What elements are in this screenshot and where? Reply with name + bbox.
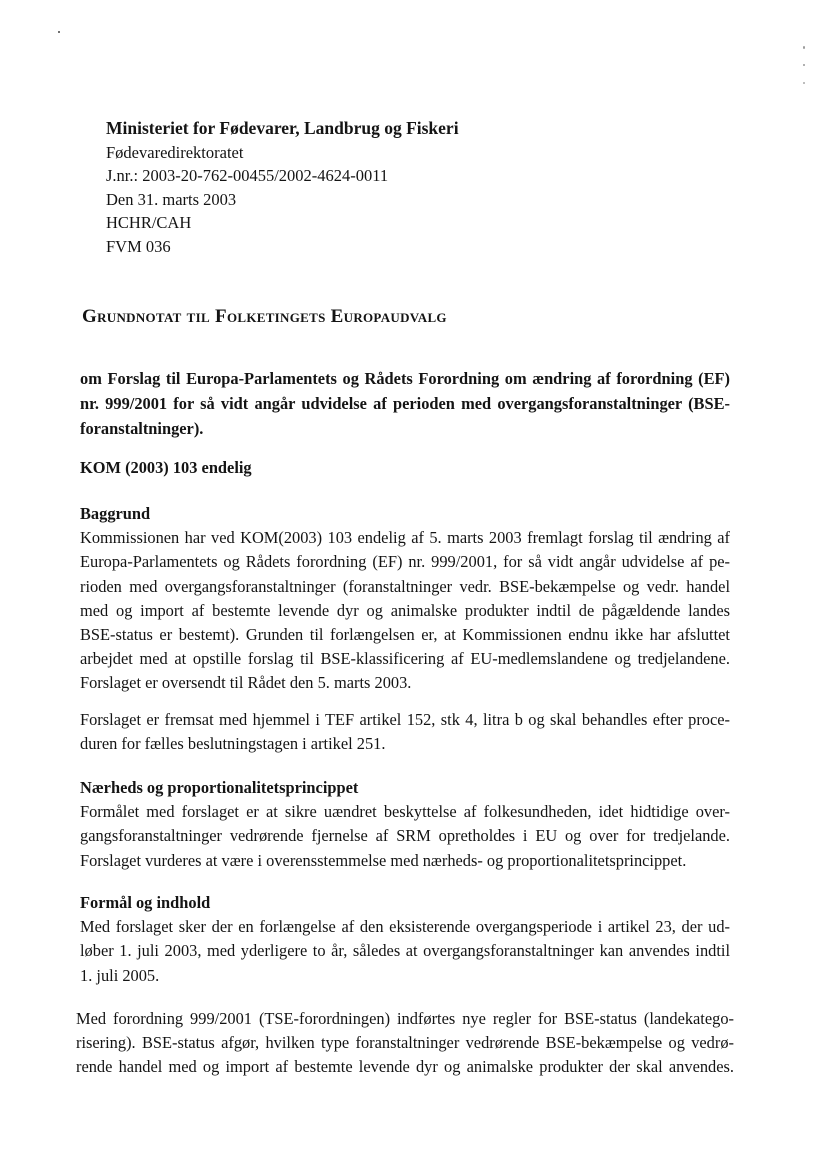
- paragraph-line: Kommissionen har ved KOM(2003) 103 endelig af 5. marts 2003 fremlagt forslag til ændring af: [80, 528, 730, 548]
- section-heading: Nærheds og proportionalitetsprincippet: [80, 778, 359, 797]
- subject-line: nr. 999/2001 for så vidt angår udvidelse af perioden med overgangsforanstaltninger (BSE-: [80, 394, 730, 413]
- paragraph-line: arbejdet med at opstille forslag til BSE-klassificering af EU-medlemslandene og tredjelandene.: [80, 649, 730, 669]
- document-subject: [80, 366, 730, 441]
- subject-line: foranstaltninger).: [80, 419, 204, 438]
- paragraph-line: BSE-status er bestemt). Grunden til forlængelsen er, at Kommissionen endnu ikke har afsluttet: [80, 625, 730, 645]
- document-title: Grundnotat til Folketingets Europaudvalg: [82, 306, 447, 327]
- scan-speck: [803, 64, 805, 66]
- document-date: Den 31. marts 2003: [106, 189, 237, 209]
- paragraph-line: Med forslaget sker der en forlængelse af den eksisterende overgangsperiode i artikel 23, der ud-: [80, 917, 730, 937]
- paragraph-line: 1. juli 2005.: [80, 965, 160, 985]
- paragraph-line: Forslaget vurderes at være i overensstemmelse med nærheds- og proportionalitetsprincippet.: [80, 850, 687, 870]
- author-initials: HCHR/CAH: [106, 213, 192, 232]
- commission-reference: KOM (2003) 103 endelig: [80, 458, 252, 477]
- paragraph-line: duren for fælles beslutningstagen i artikel 251.: [80, 734, 386, 754]
- scan-speck: [803, 46, 805, 49]
- paragraph-line: Med forordning 999/2001 (TSE-forordningen) indførtes nye regler for BSE-status (landekatego-: [76, 1009, 734, 1028]
- section-purpose: [80, 891, 730, 988]
- ministry-name: Ministeriet for Fødevarer, Landbrug og Fiskeri: [106, 118, 459, 138]
- section-tse-regulation: [76, 1007, 734, 1080]
- scan-speck: [803, 82, 805, 84]
- paragraph-line: rende handel med og import af bestemte levende dyr og animalske produkter der skal anvendes.: [76, 1057, 734, 1077]
- document-header: [106, 117, 459, 258]
- subject-line: om Forslag til Europa-Parlamentets og Rådets Forordning om ændring af forordning (EF): [80, 369, 730, 388]
- paragraph-line: med og import af bestemte levende dyr og animalske produkter indtil de pågældende landes: [80, 600, 730, 620]
- paragraph-line: rioden med overgangsforanstaltninger (foranstaltninger vedr. BSE-bekæmpelse og vedr. handel: [80, 576, 730, 596]
- paragraph-line: Forslaget er oversendt til Rådet den 5. marts 2003.: [80, 673, 412, 693]
- paragraph-line: løber 1. juli 2003, med yderligere to år, således at overgangsforanstaltninger kan anvendes indtil: [80, 941, 730, 961]
- section-heading: Baggrund: [80, 504, 151, 523]
- section-background: [80, 502, 730, 696]
- directorate-name: Fødevaredirektoratet: [106, 142, 244, 162]
- section-legal-basis: [80, 708, 730, 756]
- paragraph-line: gangsforanstaltninger vedrørende fjernelse af SRM opretholdes i EU og over for tredjelande.: [80, 826, 730, 846]
- paragraph-line: Forslaget er fremsat med hjemmel i TEF artikel 152, stk 4, litra b og skal behandles efter proce-: [80, 710, 730, 729]
- section-heading: Formål og indhold: [80, 893, 211, 912]
- scan-speck: [58, 31, 60, 33]
- paragraph-line: risering). BSE-status afgør, hvilken type foranstaltninger vedrørende BSE-bekæmpelse og vedrø-: [76, 1033, 734, 1053]
- journal-number: J.nr.: 2003-20-762-00455/2002-4624-0011: [106, 166, 389, 185]
- fvm-number: FVM 036: [106, 236, 171, 256]
- section-subsidiarity: [80, 776, 730, 873]
- paragraph-line: Formålet med forslaget er at sikre uændret beskyttelse af folkesundheden, idet hidtidige over-: [80, 802, 730, 822]
- paragraph-line: Europa-Parlamentets og Rådets forordning (EF) nr. 999/2001, for så vidt angår udvidelse af pe-: [80, 552, 730, 572]
